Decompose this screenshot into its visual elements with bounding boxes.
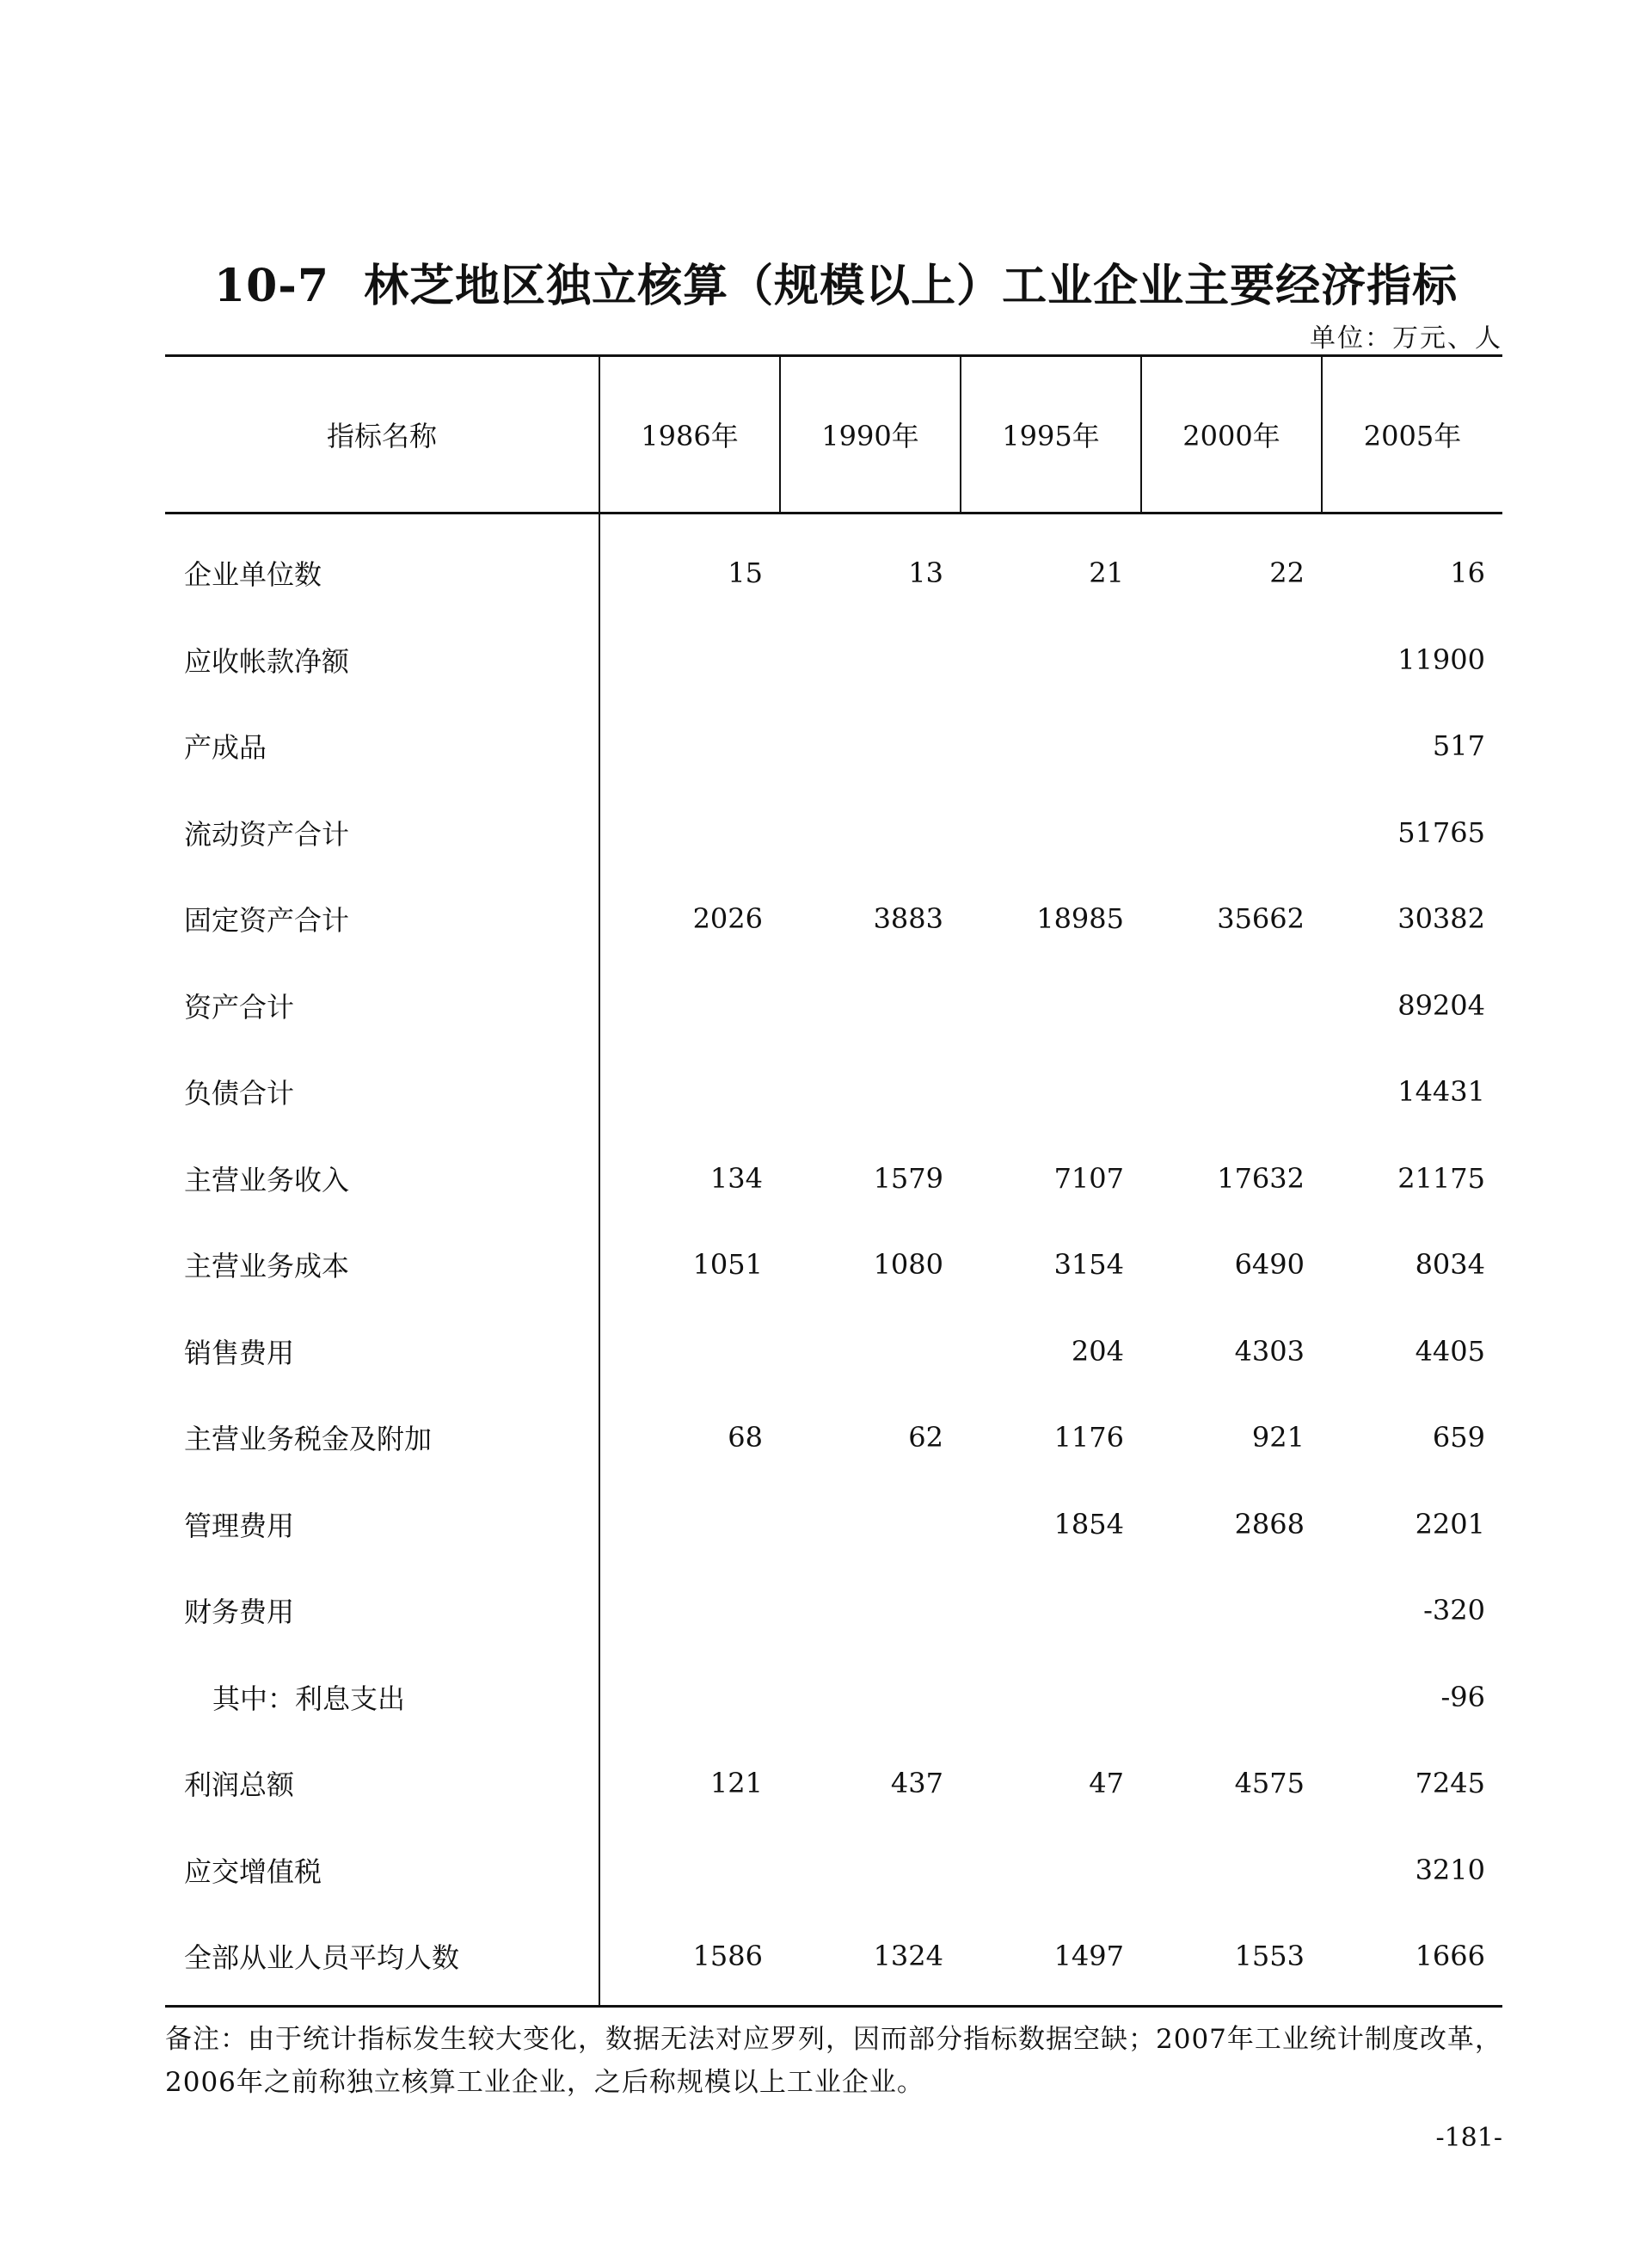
row-value: 1666 bbox=[1322, 1913, 1502, 2006]
row-label: 全部从业人员平均人数 bbox=[165, 1913, 599, 2006]
table-row bbox=[165, 1827, 1502, 1914]
row-value bbox=[961, 617, 1141, 704]
row-value: 18985 bbox=[1036, 902, 1124, 936]
row-value bbox=[1141, 1049, 1322, 1135]
row-value: 3210 bbox=[1415, 1853, 1485, 1886]
table-row bbox=[165, 1049, 1502, 1135]
header-indicator-name: 指标名称 bbox=[165, 356, 599, 514]
row-value: 35662 bbox=[1217, 902, 1305, 936]
row-value bbox=[780, 703, 961, 790]
row-value: 1497 bbox=[961, 1913, 1141, 2006]
row-value: -320 bbox=[1423, 1594, 1485, 1627]
row-value: 62 bbox=[908, 1421, 943, 1454]
row-label: 企业单位数 bbox=[165, 514, 599, 617]
row-value: 2026 bbox=[692, 902, 763, 936]
row-label: 负债合计 bbox=[165, 1049, 599, 1135]
row-label: 其中：利息支出 bbox=[165, 1654, 599, 1741]
table-row bbox=[165, 1740, 1502, 1827]
row-label: 固定资产合计 bbox=[165, 876, 599, 962]
row-value: 3883 bbox=[873, 902, 943, 936]
row-label: 利润总额 bbox=[165, 1740, 599, 1827]
row-value: 7107 bbox=[1053, 1161, 1124, 1195]
row-value bbox=[961, 1654, 1141, 1741]
table-row bbox=[165, 1394, 1502, 1481]
statistics-table-wrapper bbox=[165, 354, 1502, 2008]
header-year-1986: 1986年 bbox=[599, 356, 780, 514]
header-year-2000: 2000年 bbox=[1141, 356, 1322, 514]
row-value: 3154 bbox=[1053, 1248, 1124, 1282]
row-value bbox=[780, 790, 961, 876]
row-value bbox=[780, 1308, 961, 1395]
row-value: 921 bbox=[1251, 1421, 1305, 1454]
row-value bbox=[599, 1567, 780, 1654]
row-value bbox=[1141, 790, 1322, 876]
row-value: 11900 bbox=[1397, 643, 1485, 676]
row-value: 1553 bbox=[1141, 1913, 1322, 2006]
row-value: 1579 bbox=[873, 1161, 943, 1195]
table-row bbox=[165, 1221, 1502, 1308]
row-value: 4303 bbox=[1234, 1334, 1305, 1368]
table-row bbox=[165, 1567, 1502, 1654]
row-value: 121 bbox=[709, 1767, 763, 1800]
table-row bbox=[165, 1135, 1502, 1222]
row-value bbox=[599, 617, 780, 704]
row-value bbox=[780, 1827, 961, 1914]
row-value: 13 bbox=[908, 557, 943, 590]
row-label: 主营业务成本 bbox=[165, 1221, 599, 1308]
row-value: 47 bbox=[1089, 1767, 1124, 1800]
row-value: 134 bbox=[709, 1161, 763, 1195]
table-row bbox=[165, 1481, 1502, 1568]
row-value bbox=[1141, 703, 1322, 790]
row-value: 4575 bbox=[1234, 1767, 1305, 1800]
row-value: 204 bbox=[1071, 1334, 1124, 1368]
table-title-text: 林芝地区独立核算（规模以上）工业企业主要经济指标 bbox=[364, 260, 1459, 312]
table-row bbox=[165, 514, 1502, 617]
header-year-2005: 2005年 bbox=[1322, 356, 1502, 514]
row-value: 1051 bbox=[692, 1248, 763, 1282]
table-row bbox=[165, 876, 1502, 962]
row-value: 22 bbox=[1269, 557, 1305, 590]
row-label: 销售费用 bbox=[165, 1308, 599, 1395]
row-value bbox=[780, 1481, 961, 1568]
row-value bbox=[1141, 617, 1322, 704]
table-row bbox=[165, 617, 1502, 704]
row-value: 14431 bbox=[1397, 1075, 1485, 1109]
row-label: 主营业务税金及附加 bbox=[165, 1394, 599, 1481]
row-value: 51765 bbox=[1397, 815, 1485, 849]
row-value: 15 bbox=[728, 557, 763, 590]
row-value: 68 bbox=[728, 1421, 763, 1454]
row-value bbox=[599, 1481, 780, 1568]
table-row bbox=[165, 1308, 1502, 1395]
row-label: 应收帐款净额 bbox=[165, 617, 599, 704]
row-value bbox=[599, 962, 780, 1049]
row-value: 1586 bbox=[599, 1913, 780, 2006]
row-value: -96 bbox=[1440, 1680, 1485, 1713]
header-year-1995: 1995年 bbox=[961, 356, 1141, 514]
row-value bbox=[599, 1827, 780, 1914]
table-row bbox=[165, 790, 1502, 876]
row-value bbox=[961, 703, 1141, 790]
row-value bbox=[599, 1049, 780, 1135]
row-label: 财务费用 bbox=[165, 1567, 599, 1654]
row-value bbox=[1141, 1827, 1322, 1914]
row-value: 1080 bbox=[873, 1248, 943, 1282]
row-value bbox=[599, 790, 780, 876]
row-value: 21175 bbox=[1397, 1161, 1485, 1195]
row-value: 16 bbox=[1450, 557, 1485, 590]
row-value bbox=[1141, 1654, 1322, 1741]
page-title bbox=[165, 249, 1507, 314]
table-row bbox=[165, 1913, 1502, 2006]
table-header-row bbox=[165, 356, 1502, 514]
header-year-1990: 1990年 bbox=[780, 356, 961, 514]
row-value: 659 bbox=[1432, 1421, 1485, 1454]
row-value: 2201 bbox=[1415, 1507, 1485, 1541]
row-value bbox=[961, 1567, 1141, 1654]
row-label: 资产合计 bbox=[165, 962, 599, 1049]
row-value bbox=[780, 962, 961, 1049]
table-body bbox=[165, 514, 1502, 2007]
page-number: -181- bbox=[1435, 2123, 1502, 2153]
row-value bbox=[961, 1827, 1141, 1914]
row-value bbox=[780, 1567, 961, 1654]
row-label: 主营业务收入 bbox=[165, 1135, 599, 1222]
row-value bbox=[1141, 1567, 1322, 1654]
footnote: 备注：由于统计指标发生较大变化，数据无法对应罗列，因而部分指标数据空缺；2007年工业统计制度改革，2006年之前称独立核算工业企业，之后称规模以上工业企业。 bbox=[165, 2024, 1502, 2098]
row-value bbox=[780, 1049, 961, 1135]
row-value: 7245 bbox=[1415, 1767, 1485, 1800]
row-label: 管理费用 bbox=[165, 1481, 599, 1568]
row-value: 17632 bbox=[1217, 1161, 1305, 1195]
row-value bbox=[961, 962, 1141, 1049]
row-value bbox=[599, 1308, 780, 1395]
row-value: 1176 bbox=[1053, 1421, 1124, 1454]
row-value: 4405 bbox=[1415, 1334, 1485, 1368]
row-value: 1854 bbox=[1053, 1507, 1124, 1541]
table-row bbox=[165, 962, 1502, 1049]
row-label: 产成品 bbox=[165, 703, 599, 790]
row-value: 1324 bbox=[780, 1913, 961, 2006]
row-value bbox=[599, 703, 780, 790]
table-row bbox=[165, 703, 1502, 790]
unit-label: 单位：万元、人 bbox=[1310, 323, 1502, 354]
row-value: 21 bbox=[1089, 557, 1124, 590]
row-label: 应交增值税 bbox=[165, 1827, 599, 1914]
table-row bbox=[165, 1654, 1502, 1741]
row-value: 30382 bbox=[1397, 902, 1485, 936]
row-value bbox=[961, 1049, 1141, 1135]
row-value: 6490 bbox=[1234, 1248, 1305, 1282]
row-value: 89204 bbox=[1397, 988, 1485, 1022]
row-value bbox=[961, 790, 1141, 876]
table-number: 10-7 bbox=[213, 260, 330, 312]
row-value: 517 bbox=[1432, 729, 1485, 763]
row-value bbox=[599, 1654, 780, 1741]
row-label: 流动资产合计 bbox=[165, 790, 599, 876]
row-value bbox=[780, 617, 961, 704]
row-value: 2868 bbox=[1234, 1507, 1305, 1541]
row-value bbox=[780, 1654, 961, 1741]
row-value: 437 bbox=[890, 1767, 943, 1800]
row-value bbox=[1141, 962, 1322, 1049]
statistics-table bbox=[165, 354, 1502, 2008]
row-value: 8034 bbox=[1415, 1248, 1485, 1282]
